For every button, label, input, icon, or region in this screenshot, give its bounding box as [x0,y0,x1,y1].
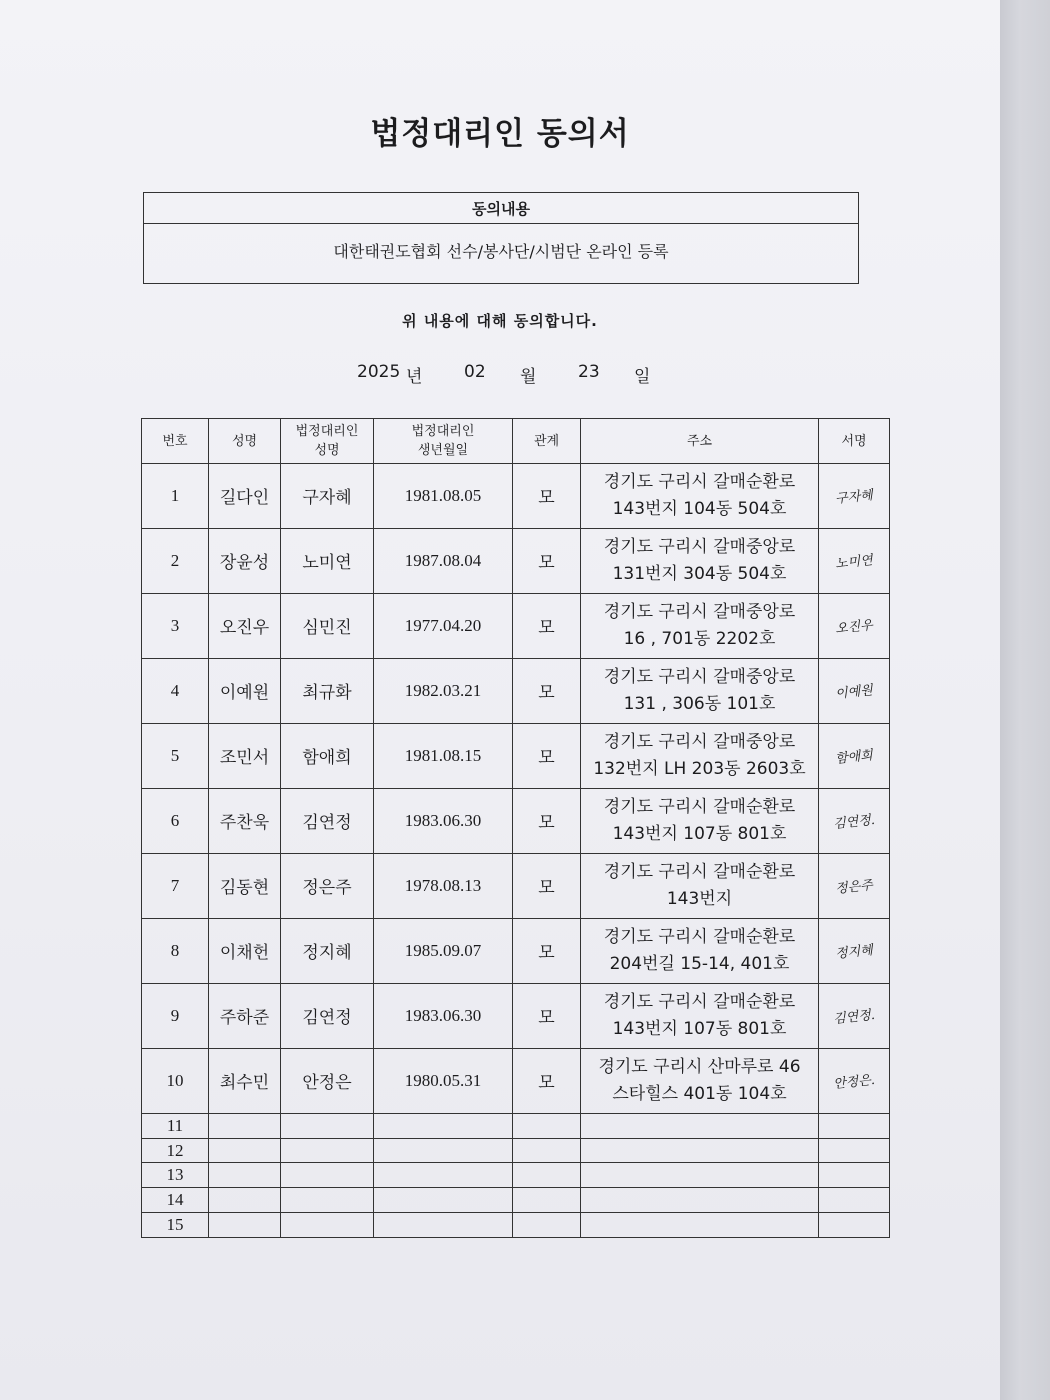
cell-birth [374,1113,513,1138]
header-guardian-line2: 성명 [314,443,340,458]
address-line2: 스타힐스 401동 104호 [612,1083,787,1104]
handwritten-signature: 김연정. [832,1007,876,1027]
cell-guardian: 안정은 [281,1048,374,1113]
cell-name: 장윤성 [209,528,281,593]
cell-no: 5 [142,723,209,788]
table-row [142,723,890,788]
cell-address [581,593,819,658]
cell-address [581,1163,819,1188]
cell-name: 길다인 [209,464,281,529]
cell-address [581,1213,819,1238]
date-year: 2025 [357,362,401,382]
address-line2: 204번길 15-14, 401호 [609,953,790,974]
address-line2: 131번지 304동 504호 [612,563,787,584]
cell-guardian: 김연정 [281,983,374,1048]
cell-signature [819,528,890,593]
address-line2: 131 , 306동 101호 [623,693,776,714]
cell-name [209,1188,281,1213]
cell-guardian: 심민진 [281,593,374,658]
table-row [142,1188,890,1213]
date-day: 23 [578,362,600,382]
cell-no: 6 [142,788,209,853]
handwritten-signature: 함애희 [834,747,874,767]
cell-birth: 1980.05.31 [374,1048,513,1113]
cell-name: 이채헌 [209,918,281,983]
cell-address [581,1188,819,1213]
handwritten-signature: 정지혜 [834,942,874,962]
header-birth-line1: 법정대리인 [411,424,475,439]
cell-no: 3 [142,593,209,658]
cell-relation: 모 [513,788,581,853]
cell-guardian [281,1213,374,1238]
cell-signature [819,593,890,658]
address-line1: 경기도 구리시 갈매순환로 [603,861,796,882]
header-no: 번호 [142,419,209,464]
table-row [142,788,890,853]
cell-name [209,1113,281,1138]
cell-guardian: 구자혜 [281,464,374,529]
page-edge [1000,0,1050,1400]
cell-name: 조민서 [209,723,281,788]
cell-name: 김동현 [209,853,281,918]
agreement-statement: 위 내용에 대해 동의합니다. [402,312,598,330]
date-year-unit: 년 [406,367,423,387]
cell-signature [819,464,890,529]
cell-no: 10 [142,1048,209,1113]
address-line2: 143번지 [666,888,733,909]
table-row [142,593,890,658]
cell-signature [819,1048,890,1113]
cell-no: 1 [142,464,209,529]
cell-address [581,528,819,593]
cell-no: 13 [142,1163,209,1188]
cell-signature [819,853,890,918]
cell-address [581,723,819,788]
cell-guardian: 함애희 [281,723,374,788]
date-month: 02 [464,362,486,382]
cell-guardian [281,1163,374,1188]
cell-relation: 모 [513,723,581,788]
cell-no: 2 [142,528,209,593]
cell-birth: 1981.08.05 [374,464,513,529]
cell-relation [513,1163,581,1188]
cell-birth: 1983.06.30 [374,788,513,853]
cell-guardian [281,1113,374,1138]
cell-address [581,853,819,918]
cell-relation: 모 [513,593,581,658]
cell-birth: 1978.08.13 [374,853,513,918]
table-row [142,853,890,918]
cell-address [581,1113,819,1138]
address-line2: 143번지 107동 801호 [612,1018,787,1039]
cell-birth [374,1188,513,1213]
table-row [142,983,890,1048]
cell-signature [819,658,890,723]
cell-no: 4 [142,658,209,723]
header-birth [374,419,513,464]
cell-no: 12 [142,1138,209,1163]
cell-name: 최수민 [209,1048,281,1113]
cell-birth: 1985.09.07 [374,918,513,983]
header-guardian-line1: 법정대리인 [295,424,359,439]
cell-name [209,1213,281,1238]
cell-signature [819,723,890,788]
cell-no: 7 [142,853,209,918]
cell-no: 14 [142,1188,209,1213]
cell-name: 오진우 [209,593,281,658]
cell-address [581,983,819,1048]
consent-box [143,192,859,284]
cell-signature [819,1113,890,1138]
cell-relation: 모 [513,918,581,983]
cell-birth [374,1163,513,1188]
cell-guardian: 최규화 [281,658,374,723]
address-line2: 143번지 104동 504호 [612,498,787,519]
cell-relation [513,1138,581,1163]
header-relation: 관계 [513,419,581,464]
cell-relation: 모 [513,464,581,529]
handwritten-signature: 안정은. [832,1072,876,1092]
handwritten-signature: 구자혜 [834,488,874,507]
consent-header: 동의내용 [144,193,858,224]
cell-birth: 1983.06.30 [374,983,513,1048]
handwritten-signature: 오진우 [834,618,874,637]
handwritten-signature: 노미연 [834,553,874,572]
cell-address [581,788,819,853]
cell-guardian: 정지혜 [281,918,374,983]
guardian-table [141,418,890,1238]
table-row [142,1048,890,1113]
cell-birth [374,1213,513,1238]
cell-relation: 모 [513,658,581,723]
address-line1: 경기도 구리시 갈매순환로 [603,796,796,817]
address-line1: 경기도 구리시 갈매중앙로 [603,536,796,557]
cell-name: 주찬욱 [209,788,281,853]
cell-name [209,1163,281,1188]
cell-guardian: 김연정 [281,788,374,853]
cell-signature [819,1138,890,1163]
cell-guardian: 정은주 [281,853,374,918]
cell-no: 15 [142,1213,209,1238]
cell-no: 11 [142,1113,209,1138]
cell-no: 9 [142,983,209,1048]
table-row [142,1163,890,1188]
cell-birth [374,1138,513,1163]
consent-body: 대한태권도협회 선수/봉사단/시범단 온라인 등록 [333,242,669,261]
header-guardian [281,419,374,464]
cell-guardian [281,1138,374,1163]
address-line1: 경기도 구리시 갈매중앙로 [603,666,796,687]
date-month-unit: 월 [520,367,537,387]
cell-relation [513,1188,581,1213]
cell-relation [513,1113,581,1138]
cell-signature [819,1213,890,1238]
cell-signature [819,1163,890,1188]
address-line1: 경기도 구리시 갈매순환로 [603,471,796,492]
cell-birth: 1977.04.20 [374,593,513,658]
handwritten-signature: 이예원 [834,682,874,702]
cell-guardian [281,1188,374,1213]
handwritten-signature: 정은주 [834,877,874,897]
header-address: 주소 [581,419,819,464]
address-line1: 경기도 구리시 갈매중앙로 [603,601,796,622]
address-line1: 경기도 구리시 갈매순환로 [603,991,796,1012]
document-title: 법정대리인 동의서 [370,116,630,152]
cell-relation: 모 [513,1048,581,1113]
cell-relation: 모 [513,983,581,1048]
cell-address [581,918,819,983]
address-line2: 132번지 LH 203동 2603호 [593,758,806,779]
address-line2: 16 , 701동 2202호 [623,628,776,649]
cell-address [581,464,819,529]
cell-address [581,658,819,723]
cell-relation: 모 [513,853,581,918]
cell-no: 8 [142,918,209,983]
table-header-row [142,419,890,464]
cell-address [581,1048,819,1113]
table-row [142,658,890,723]
table-row [142,1213,890,1238]
handwritten-signature: 김연정. [832,812,876,833]
table-row [142,1138,890,1163]
cell-birth: 1987.08.04 [374,528,513,593]
cell-name: 주하준 [209,983,281,1048]
cell-signature [819,788,890,853]
cell-relation: 모 [513,528,581,593]
header-signature: 서명 [819,419,890,464]
table-row [142,1113,890,1138]
address-line1: 경기도 구리시 갈매순환로 [603,926,796,947]
cell-signature [819,918,890,983]
cell-guardian: 노미연 [281,528,374,593]
table-row [142,464,890,529]
cell-birth: 1981.08.15 [374,723,513,788]
date-day-unit: 일 [634,367,651,387]
cell-relation [513,1213,581,1238]
cell-signature [819,983,890,1048]
header-name: 성명 [209,419,281,464]
cell-signature [819,1188,890,1213]
table-row [142,528,890,593]
address-line2: 143번지 107동 801호 [612,823,787,844]
cell-name: 이예원 [209,658,281,723]
table-row [142,918,890,983]
address-line1: 경기도 구리시 갈매중앙로 [603,731,796,752]
cell-birth: 1982.03.21 [374,658,513,723]
header-birth-line2: 생년월일 [417,443,469,458]
cell-address [581,1138,819,1163]
cell-name [209,1138,281,1163]
address-line1: 경기도 구리시 산마루로 46 [598,1056,801,1077]
